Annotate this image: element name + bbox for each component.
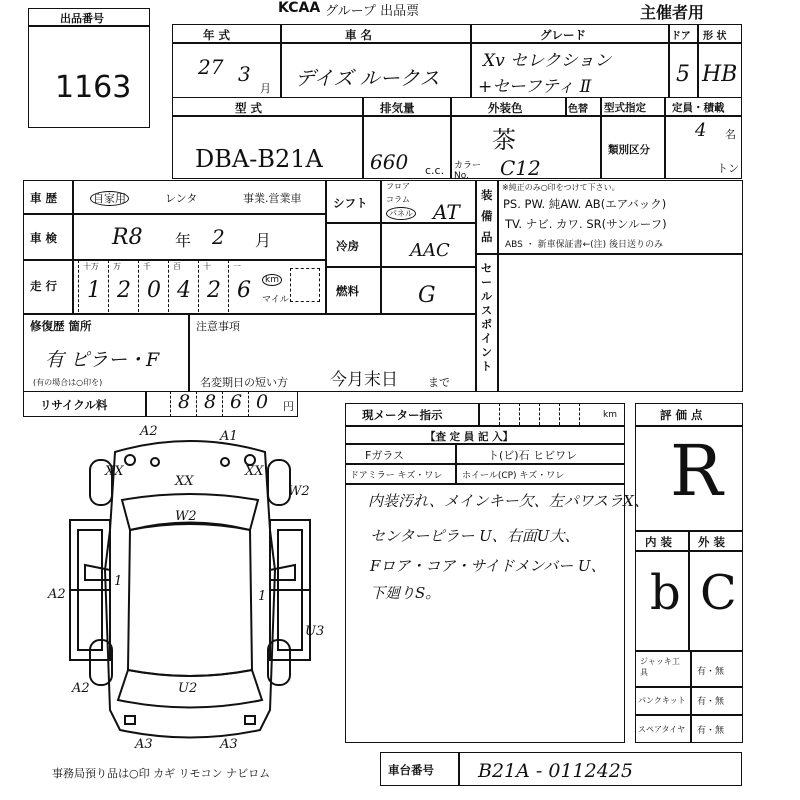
divider bbox=[697, 24, 699, 98]
spare-tire-label: スペアタイヤ bbox=[638, 725, 686, 734]
mile-option: マイル bbox=[262, 295, 289, 305]
wheel-label: ホイール(CP) キズ・ワレ bbox=[462, 471, 565, 481]
meter-digit-cell bbox=[479, 403, 499, 425]
overall-score: R bbox=[670, 430, 723, 512]
mileage-digit-cell bbox=[168, 260, 198, 312]
divider bbox=[23, 213, 325, 215]
equipment-note: ※純正のみ○印をつけて下さい。 bbox=[502, 183, 620, 192]
grade-line2: +セーフティ Ⅱ bbox=[478, 77, 592, 97]
jack-label: ジャッキ工 具 bbox=[640, 657, 680, 677]
mileage-digit-cell bbox=[228, 260, 258, 312]
mirror-label: ドアミラー キズ・ワレ bbox=[350, 471, 443, 481]
mark-u3-right: U3 bbox=[305, 624, 325, 639]
meter-digit-cell bbox=[539, 403, 559, 425]
shift-floor: フロア bbox=[386, 182, 410, 191]
recycle-digit: 6 bbox=[222, 391, 248, 417]
divider bbox=[497, 180, 499, 392]
divider bbox=[635, 425, 743, 427]
history-label: 車 歴 bbox=[30, 191, 58, 205]
recycle-digit: 8 bbox=[196, 391, 222, 417]
equipment-line1: PS. PW. 純AW. AB(エアバック) bbox=[503, 197, 667, 211]
mileage-digit-label: 千 bbox=[143, 262, 151, 271]
month-value: 3 bbox=[238, 62, 251, 86]
equipment-label: 装備品 bbox=[481, 188, 493, 244]
ac-label: 冷房 bbox=[336, 239, 359, 253]
mileage-digit-cell bbox=[138, 260, 168, 312]
ton-unit: トン bbox=[717, 162, 739, 175]
chassis-label: 車台番号 bbox=[388, 763, 434, 777]
divider bbox=[280, 24, 282, 98]
score-label: 評 価 点 bbox=[660, 408, 703, 422]
exterior-grade: C bbox=[700, 565, 737, 621]
mark-a2-left: A2 bbox=[48, 587, 66, 602]
divider bbox=[635, 714, 743, 716]
ac-value: AAC bbox=[410, 240, 450, 261]
mark-xx-right: XX bbox=[245, 464, 264, 479]
office-items-note: 事務局預り品は○印 カギ リモコン ナビロム bbox=[52, 767, 271, 780]
divider bbox=[345, 463, 625, 465]
door-value: 5 bbox=[676, 62, 690, 87]
jack-option: 有・無 bbox=[697, 667, 725, 677]
divider bbox=[345, 483, 625, 485]
divider bbox=[455, 443, 457, 483]
inspector-note-2: センターピラー U、右面U大、 bbox=[370, 527, 580, 545]
color-no-label: カラー No. bbox=[454, 161, 482, 181]
inspector-note-3: Fロア・コア・サイドメンバー U、 bbox=[370, 557, 606, 575]
inspection-month-unit: 月 bbox=[255, 231, 272, 250]
door-label: ドア bbox=[671, 31, 691, 42]
divider bbox=[668, 24, 670, 98]
mileage-digit-label: 一 bbox=[233, 262, 241, 271]
divider bbox=[635, 650, 743, 652]
repaint-label: 色替 bbox=[568, 104, 588, 115]
inspection-label: 車 検 bbox=[30, 231, 58, 245]
car-name-value: デイズ ルークス bbox=[295, 66, 440, 90]
divider bbox=[690, 650, 692, 743]
divider bbox=[600, 97, 602, 179]
divider bbox=[635, 686, 743, 688]
inspector-note-4: 下廻りS。 bbox=[370, 584, 441, 602]
divider bbox=[145, 391, 147, 417]
name-change-suffix: まで bbox=[428, 376, 450, 389]
divider bbox=[450, 97, 452, 179]
divider bbox=[688, 530, 690, 650]
lot-label: 出品番号 bbox=[60, 12, 104, 25]
grade-line1: Xv セレクション bbox=[483, 51, 612, 71]
shift-label: シフト bbox=[333, 196, 368, 210]
mileage-digit: 2 bbox=[207, 278, 221, 303]
divider bbox=[72, 180, 74, 313]
shape-value: HB bbox=[702, 62, 738, 87]
meter-digit-cell bbox=[559, 403, 579, 425]
divider bbox=[475, 253, 743, 255]
year-label: 年 式 bbox=[203, 28, 231, 42]
inspector-header: 【査 定 員 記 入】 bbox=[425, 431, 514, 443]
car-name-label: 車 名 bbox=[345, 28, 373, 42]
mileage-digit: 2 bbox=[117, 278, 131, 303]
recycle-digit: 8 bbox=[170, 391, 196, 417]
cc-unit: c.c. bbox=[425, 164, 445, 177]
interior-label: 内 装 bbox=[645, 535, 673, 549]
mileage-digit: 0 bbox=[147, 278, 161, 303]
organizer-label: 主催者用 bbox=[640, 3, 705, 22]
private-use-option bbox=[90, 190, 129, 206]
fuel-label: 燃料 bbox=[336, 284, 359, 298]
divider bbox=[380, 180, 382, 313]
recycle-unit: 円 bbox=[283, 400, 294, 413]
km-option: km bbox=[262, 274, 282, 286]
name-change-label: 名変期日の短い方 bbox=[200, 376, 288, 389]
recycle-digit: 0 bbox=[248, 391, 274, 417]
divider bbox=[664, 97, 666, 179]
mileage-digit: 6 bbox=[237, 278, 251, 303]
mark-w2-windshield: W2 bbox=[175, 509, 197, 524]
divider bbox=[325, 266, 475, 268]
month-unit: 月 bbox=[260, 82, 271, 95]
displacement-value: 660 bbox=[370, 150, 409, 174]
spare-tire-option: 有・無 bbox=[697, 726, 725, 736]
displacement-label: 排気量 bbox=[380, 101, 415, 115]
color-label: 外装色 bbox=[488, 101, 523, 115]
inspection-era: R8 bbox=[112, 225, 143, 250]
repair-note: (有の場合は○印を) bbox=[33, 378, 103, 387]
divider bbox=[565, 97, 567, 115]
glass-options: ト(ビ)石 ヒビワレ bbox=[488, 449, 578, 462]
business-option: 事業.営業車 bbox=[243, 192, 302, 205]
shape-label: 形 状 bbox=[703, 31, 727, 42]
category-label: 類別区分 bbox=[608, 144, 650, 156]
color-no-value: C12 bbox=[500, 156, 541, 180]
car-damage-diagram bbox=[30, 420, 350, 760]
repair-value: 有 ピラー・F bbox=[45, 349, 160, 371]
meter-digit-cell bbox=[519, 403, 539, 425]
equipment-line2: TV. ナビ. カワ. SR(サンルーフ) bbox=[505, 217, 667, 231]
private-use-label: 自家用 bbox=[90, 191, 129, 206]
rental-option: レンタ bbox=[165, 192, 198, 205]
mark-a1-front: A1 bbox=[220, 429, 238, 444]
mileage-digit-label: 万 bbox=[113, 262, 121, 271]
grade-label: グレード bbox=[540, 28, 586, 42]
name-change-value: 今月末日 bbox=[330, 370, 398, 390]
meter-unit: km bbox=[603, 410, 617, 420]
divider bbox=[475, 180, 477, 392]
mileage-digit: 1 bbox=[87, 278, 101, 303]
mark-u2-rear: U2 bbox=[178, 681, 198, 696]
caution-label: 注意事項 bbox=[196, 320, 240, 333]
exterior-label: 外 装 bbox=[698, 535, 726, 549]
shift-panel: パネル bbox=[386, 207, 416, 220]
color-value: 茶 bbox=[492, 126, 516, 154]
mileage-digit-label: 百 bbox=[173, 262, 181, 271]
model-label: 型 式 bbox=[235, 101, 263, 115]
equipment-line3: ABS ・ 新車保証書←(注) 後日送りのみ bbox=[505, 240, 664, 250]
mark-xx-left: XX bbox=[105, 464, 124, 479]
sales-point-label: セールスポイント bbox=[481, 262, 492, 373]
year-value: 27 bbox=[198, 55, 224, 79]
chassis-number: B21A - 0112425 bbox=[478, 760, 633, 782]
model-value: DBA-B21A bbox=[195, 145, 323, 173]
divider bbox=[325, 180, 327, 313]
top-row-box bbox=[172, 24, 742, 98]
form-title: グループ 出品票 bbox=[325, 4, 420, 19]
inspection-month-value: 2 bbox=[212, 225, 225, 249]
divider bbox=[470, 24, 472, 98]
mark-a2-front: A2 bbox=[140, 424, 158, 439]
shift-value: AT bbox=[433, 200, 460, 224]
lot-number: 1163 bbox=[55, 70, 132, 105]
capacity-unit: 名 bbox=[725, 128, 736, 141]
mileage-digit-cell bbox=[108, 260, 138, 312]
repair-label: 修復歴 箇所 bbox=[30, 319, 92, 333]
meter-digit-cell bbox=[579, 403, 599, 425]
divider bbox=[172, 42, 742, 44]
interior-grade: b bbox=[650, 565, 681, 621]
mileage-label: 走 行 bbox=[30, 279, 58, 293]
mark-a3-rear-right: A3 bbox=[220, 737, 238, 752]
mileage-digit: 4 bbox=[177, 278, 191, 303]
glass-label: Fガラス bbox=[365, 449, 404, 462]
mark-w2-right: W2 bbox=[288, 484, 310, 499]
recycle-label: リサイクル料 bbox=[40, 398, 108, 412]
divider bbox=[23, 313, 476, 315]
divider bbox=[458, 752, 460, 786]
mark-a3-rear-left: A3 bbox=[135, 737, 153, 752]
divider bbox=[345, 425, 625, 427]
brand: KCAA bbox=[278, 0, 321, 16]
divider bbox=[188, 313, 190, 392]
fuel-value: G bbox=[418, 283, 436, 308]
divider bbox=[362, 97, 364, 179]
meter-label: 現メーター指示 bbox=[362, 408, 443, 422]
mark-1-left: 1 bbox=[114, 574, 123, 589]
mileage-digit-label: 十万 bbox=[83, 262, 99, 271]
meter-digit-cell bbox=[499, 403, 519, 425]
mark-xx-center: XX bbox=[175, 474, 194, 489]
mileage-digit-cell bbox=[78, 260, 108, 312]
shift-column: コラム bbox=[386, 195, 410, 204]
mark-1-right: 1 bbox=[258, 589, 267, 604]
mileage-digit-cell bbox=[198, 260, 228, 312]
capacity-value: 4 bbox=[695, 120, 707, 141]
puncture-kit-label: パンクキット bbox=[638, 696, 686, 705]
mileage-check-box bbox=[290, 268, 320, 302]
designation-label: 型式指定 bbox=[604, 102, 646, 114]
capacity-label: 定員・積載 bbox=[672, 102, 725, 114]
inspector-note-1: 内装汚れ、メインキー欠、左パワスラX、 bbox=[368, 492, 649, 510]
mileage-digit-label: 十 bbox=[203, 262, 211, 271]
mark-a2-rear-left: A2 bbox=[72, 681, 90, 696]
puncture-kit-option: 有・無 bbox=[697, 697, 725, 707]
inspection-year-unit: 年 bbox=[175, 231, 192, 250]
